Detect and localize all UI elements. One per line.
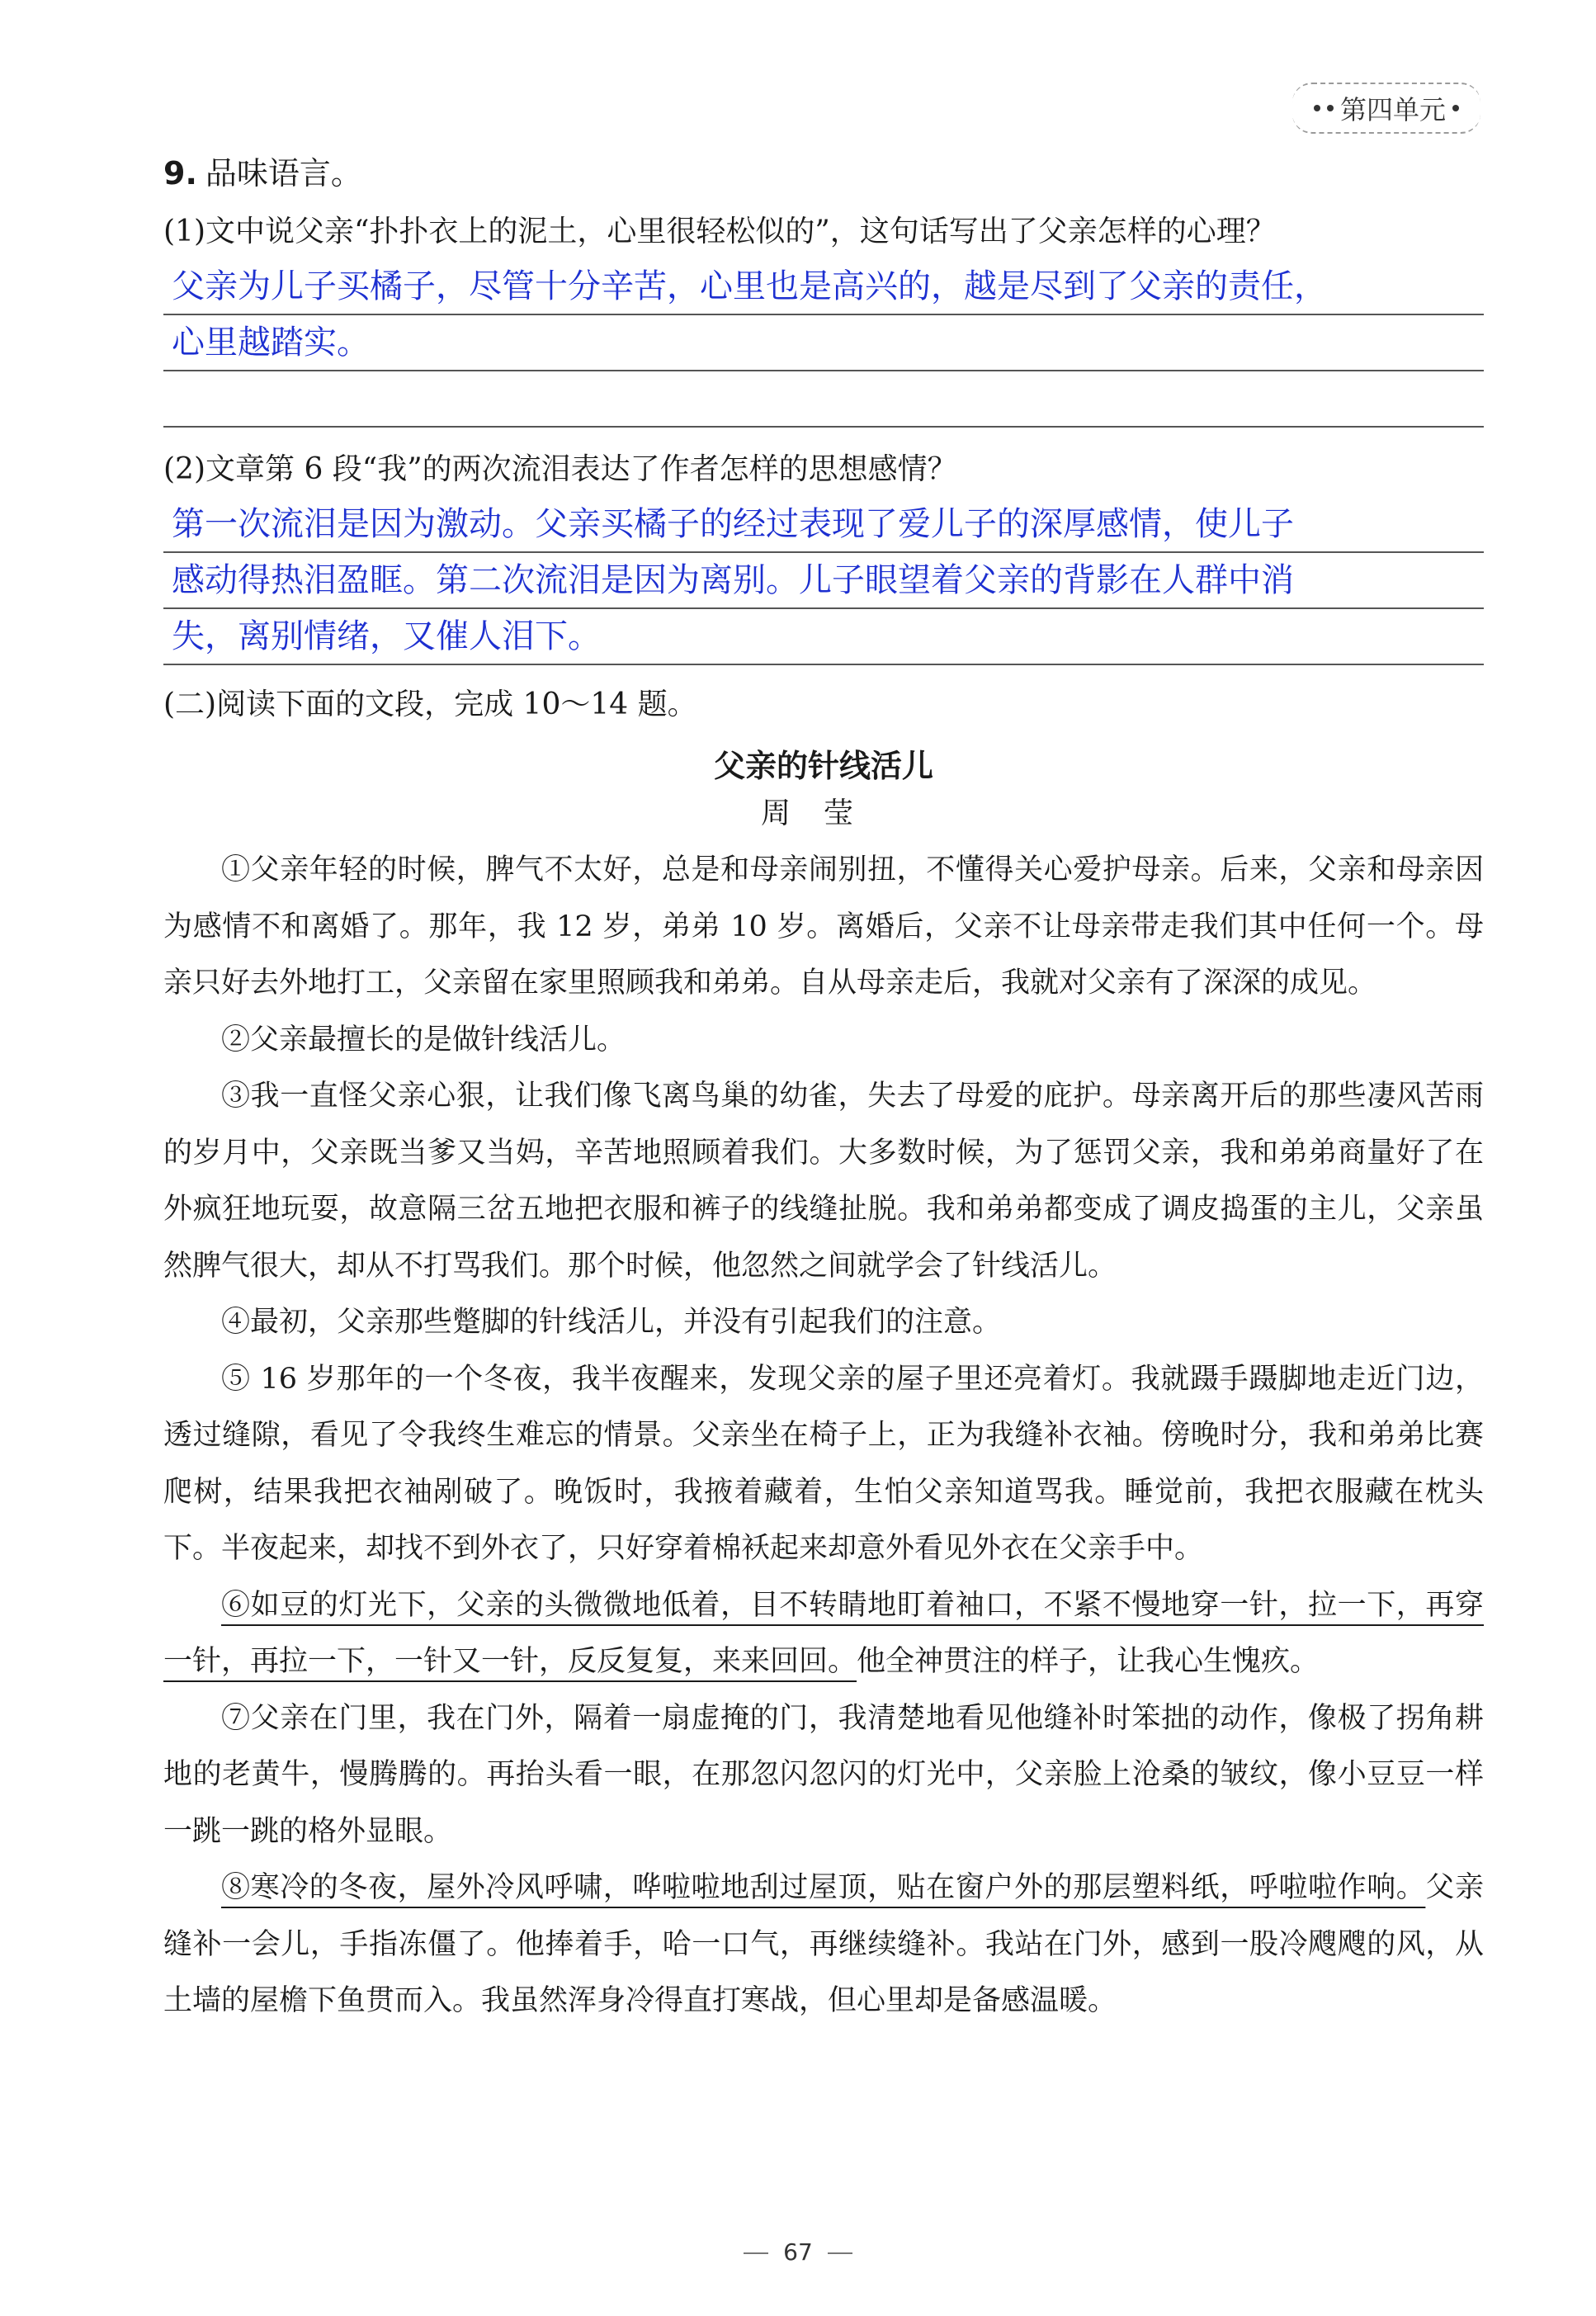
unit-label: 第四单元	[1339, 94, 1446, 125]
answer-line: 父亲为儿子买橘子，尽管十分辛苦，心里也是高兴的，越是尽到了父亲的责任，	[163, 259, 1484, 315]
page-number	[0, 2238, 1596, 2266]
paragraph-1: ①父亲年轻的时候，脾气不太好，总是和母亲闹别扭，不懂得关心爱护母亲。后来，父亲和母亲因为感情不和离婚了。那年，我 12 岁，弟弟 10 岁。离婚后，父亲不让母亲带走我们其中任何一个。母亲只好去外地打工，父亲留在家里照顾我和弟弟。自从母亲走后，我就对父亲有了深深的成见。	[163, 853, 1484, 1000]
divider	[828, 2252, 852, 2254]
question-9-heading	[163, 149, 1484, 198]
article-author: 周莹	[760, 796, 886, 830]
answer-line: 第一次流泪是因为激动。父亲买橘子的经过表现了爱儿子的深厚感情，使儿子	[163, 497, 1484, 553]
underlined-sentence: ⑧寒冷的冬夜，屋外冷风呼啸，哗啦啦地刮过屋顶，贴在窗户外的那层塑料纸，呼啦啦作响。	[221, 1871, 1426, 1904]
paragraph-8-rest: 父亲缝补一会儿，手指冻僵了。他捧着手，哈一口气，再继续缝补。我站在门外，感到一股冷飕飕的风，从土墙的屋檐下鱼贯而入。我虽然浑身冷得直打寒战，但心里却是备感温暖。	[163, 1871, 1484, 2017]
paragraph-5: ⑤ 16 岁那年的一个冬夜，我半夜醒来，发现父亲的屋子里还亮着灯。我就蹑手蹑脚地走近门边，透过缝隙，看见了令我终生难忘的情景。父亲坐在椅子上，正为我缝补衣袖。傍晚时分，我和弟弟比赛爬树，结果我把衣袖剐破了。晚饭时，我掖着藏着，生怕父亲知道骂我。睡觉前，我把衣服藏在枕头下。半夜起来，却找不到外衣了，只好穿着棉袄起来却意外看见外衣在父亲手中。	[163, 1362, 1484, 1565]
answer-line: 感动得热泪盈眶。第二次流泪是因为离别。儿子眼望着父亲的背影在人群中消	[163, 553, 1484, 609]
dot-icon	[1314, 105, 1320, 111]
page-number-text: 67	[783, 2238, 813, 2266]
page-content	[163, 149, 1484, 2030]
paragraph-4: ④最初，父亲那些蹩脚的针线活儿，并没有引起我们的注意。	[221, 1306, 1002, 1339]
paragraph-2: ②父亲最擅长的是做针线活儿。	[221, 1023, 626, 1056]
article-title: 父亲的针线活儿	[713, 748, 933, 784]
sub-question-1-prompt: (1)文中说父亲“扑扑衣上的泥土，心里很轻松似的”，这句话写出了父亲怎样的心理？	[163, 215, 1276, 248]
dot-icon	[1452, 105, 1459, 111]
section-heading: (二)阅读下面的文段，完成 10～14 题。	[163, 688, 697, 721]
dot-icon	[1327, 105, 1334, 111]
question-number: 9.	[163, 155, 197, 191]
sub-question-2-prompt: (2)文章第 6 段“我”的两次流泪表达了作者怎样的思想感情？	[163, 452, 957, 486]
paragraph-7: ⑦父亲在门里，我在门外，隔着一扇虚掩的门，我清楚地看见他缝补时笨拙的动作，像极了拐角耕地的老黄牛，慢腾腾的。再抬头看一眼，在那忽闪忽闪的灯光中，父亲脸上沧桑的皱纹，像小豆豆一样一跳一跳的格外显眼。	[163, 1701, 1484, 1848]
answer-line	[163, 371, 1484, 428]
divider	[744, 2252, 768, 2254]
unit-tag	[1292, 83, 1480, 134]
paragraph-3: ③我一直怪父亲心狠，让我们像飞离鸟巢的幼雀，失去了母爱的庇护。母亲离开后的那些凄风苦雨的岁月中，父亲既当爹又当妈，辛苦地照顾着我们。大多数时候，为了惩罚父亲，我和弟弟商量好了在外疯狂地玩耍，故意隔三岔五地把衣服和裤子的线缝扯脱。我和弟弟都变成了调皮捣蛋的主儿，父亲虽然脾气很大，却从不打骂我们。那个时候，他忽然之间就学会了针线活儿。	[163, 1080, 1484, 1283]
answer-block-1	[163, 259, 1484, 428]
answer-line: 心里越踏实。	[163, 315, 1484, 371]
underlined-sentence: ⑥如豆的灯光下，父亲的头微微地低着，目不转睛地盯着袖口，不紧不慢地穿一针，拉一下，再穿一针，再拉一下，一针又一针，反反复复，来来回回。	[163, 1588, 1484, 1678]
paragraph-6-rest: 他全神贯注的样子，让我心生愧疚。	[857, 1645, 1320, 1678]
answer-block-2	[163, 497, 1484, 665]
answer-line: 失，离别情绪，又催人泪下。	[163, 609, 1484, 665]
question-title: 品味语言。	[205, 155, 362, 191]
paragraph-6	[163, 1577, 1484, 1690]
paragraph-8	[163, 1860, 1484, 2030]
